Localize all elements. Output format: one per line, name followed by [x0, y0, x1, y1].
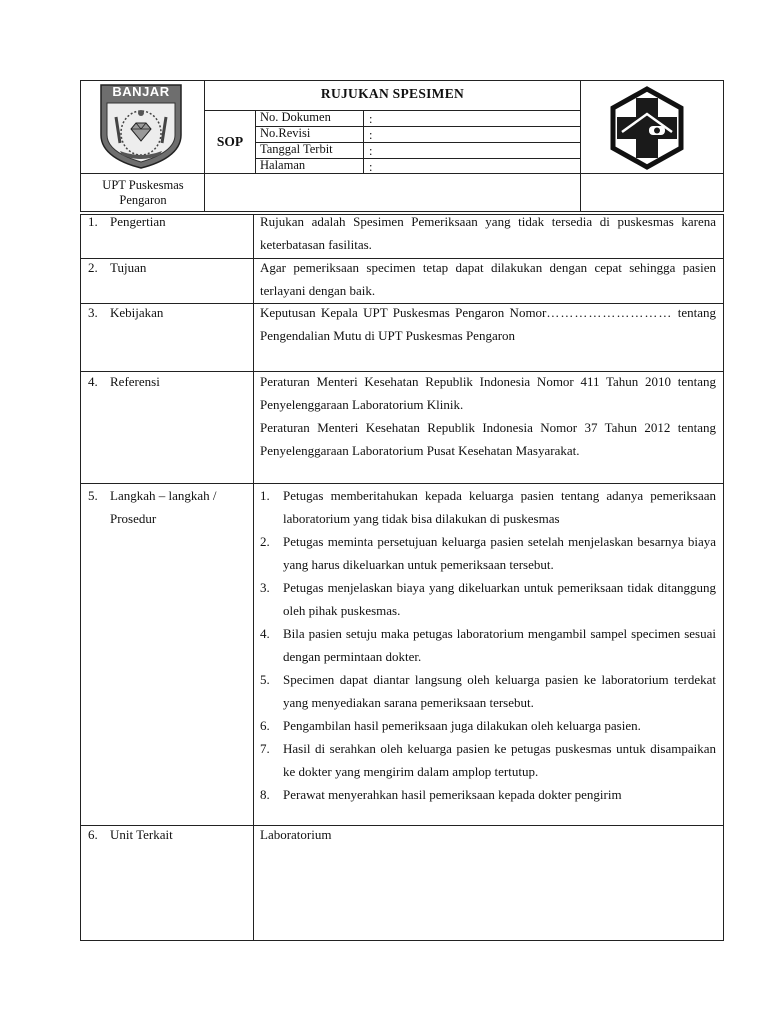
procedure-step [260, 622, 716, 668]
step-text: Pengambilan hasil pemeriksaan juga dilakukan oleh keluarga pasien. [283, 718, 641, 733]
step-number: 4. [260, 626, 270, 641]
banjar-logo [98, 83, 184, 169]
sop-label: SOP [216, 134, 244, 149]
puskesmas-logo-icon [605, 86, 689, 170]
section-number: 2. [88, 260, 98, 275]
meta-value-no-dokumen: : [369, 112, 373, 126]
procedure-step [260, 783, 716, 806]
content-pengertian: Rujukan adalah Spesimen Pemeriksaan yang tidak tersedia di puskesmas karena keterbatasan fasilitas. [260, 214, 716, 252]
step-number: 1. [260, 488, 270, 503]
section-label-referensi [88, 370, 160, 393]
step-number: 7. [260, 741, 270, 756]
procedure-step [260, 576, 716, 622]
meta-label-tanggal-terbit: Tanggal Terbit [260, 142, 333, 156]
section-title: Langkah – langkah / [110, 488, 217, 503]
step-number: 6. [260, 718, 270, 733]
kebijakan-text-end: tentang Pengendalian Mutu di UPT Puskesmas Pengaron [260, 305, 716, 343]
section-number: 5. [88, 488, 98, 503]
section-title: Tujuan [110, 260, 147, 275]
step-text: Perawat menyerahkan hasil pemeriksaan kepada dokter pengirim [283, 787, 622, 802]
section-number: 6. [88, 827, 98, 842]
section-label-kebijakan [88, 301, 163, 324]
procedure-step [260, 530, 716, 576]
step-number: 2. [260, 534, 270, 549]
document-title: RUJUKAN SPESIMEN [320, 86, 465, 101]
section-title: Unit Terkait [110, 827, 173, 842]
procedure-step [260, 484, 716, 530]
content-kebijakan [260, 301, 716, 347]
referensi-item-2: Peraturan Menteri Kesehatan Republik Indonesia Nomor 37 Tahun 2012 tentang Penyelenggaraan Laboratorium Pusat Kesehatan Masyarakat. [260, 420, 716, 458]
meta-value-no-revisi: : [369, 128, 373, 142]
step-text: Hasil di serahkan oleh keluarga pasien ke petugas puskesmas untuk disampaikan ke dokter yang mengirim dalam amplop tertutup. [283, 741, 716, 779]
section-title: Pengertian [110, 214, 166, 229]
step-number: 5. [260, 672, 270, 687]
logo-text: BANJAR [112, 84, 170, 99]
meta-label-no-revisi: No.Revisi [260, 126, 311, 140]
section-label-pengertian [88, 210, 166, 233]
meta-value-halaman: : [369, 160, 373, 174]
section-label-unit-terkait [88, 823, 173, 846]
section-label-prosedur [88, 484, 217, 530]
section-title-line-2: Prosedur [110, 511, 157, 526]
kebijakan-number-placeholder: ……………………… [546, 305, 673, 320]
section-label-tujuan [88, 256, 146, 279]
kebijakan-text-start: Keputusan Kepala UPT Puskesmas Pengaron Nomor [260, 305, 547, 320]
step-number: 3. [260, 580, 270, 595]
section-number: 4. [88, 374, 98, 389]
referensi-item-1: Peraturan Menteri Kesehatan Republik Indonesia Nomor 411 Tahun 2010 tentang Penyelenggaraan Laboratorium Klinik. [260, 374, 716, 412]
step-text: Bila pasien setuju maka petugas laboratorium mengambil sampel specimen sesuai dengan permintaan dokter. [283, 626, 716, 664]
section-number: 3. [88, 305, 98, 320]
meta-label-halaman: Halaman [260, 158, 306, 172]
procedure-step [260, 714, 716, 737]
content-tujuan: Agar pemeriksaan specimen tetap dapat dilakukan dengan cepat sehingga pasien terlayani dengan baik. [260, 260, 716, 298]
section-number: 1. [88, 214, 98, 229]
org-line-2: Pengaron [119, 193, 167, 207]
section-title: Kebijakan [110, 305, 164, 320]
step-text: Petugas menjelaskan biaya yang dikeluarkan untuk pemeriksaan tidak ditanggung oleh pihak puskesmas. [283, 580, 716, 618]
content-prosedur [260, 484, 716, 806]
org-line-1: UPT Puskesmas [102, 178, 184, 192]
step-text: Specimen dapat diantar langsung oleh keluarga pasien ke laboratorium terdekat yang menyediakan sarana pemeriksaan tersebut. [283, 672, 716, 710]
meta-label-no-dokumen: No. Dokumen [260, 110, 331, 124]
step-number: 8. [260, 787, 270, 802]
procedure-step [260, 737, 716, 783]
section-title: Referensi [110, 374, 160, 389]
content-referensi [260, 370, 716, 462]
procedure-step [260, 668, 716, 714]
step-text: Petugas memberitahukan kepada keluarga pasien tentang adanya pemeriksaan laboratorium yang tidak bisa dilakukan di puskesmas [283, 488, 716, 526]
organization-name [81, 178, 205, 208]
step-text: Petugas meminta persetujuan keluarga pasien setelah menjelaskan besarnya biaya yang harus dikeluarkan untuk pemeriksaan tersebut. [283, 534, 716, 572]
meta-value-tanggal-terbit: : [369, 144, 373, 158]
procedure-steps-list [260, 484, 716, 806]
content-unit-terkait: Laboratorium [260, 827, 332, 842]
